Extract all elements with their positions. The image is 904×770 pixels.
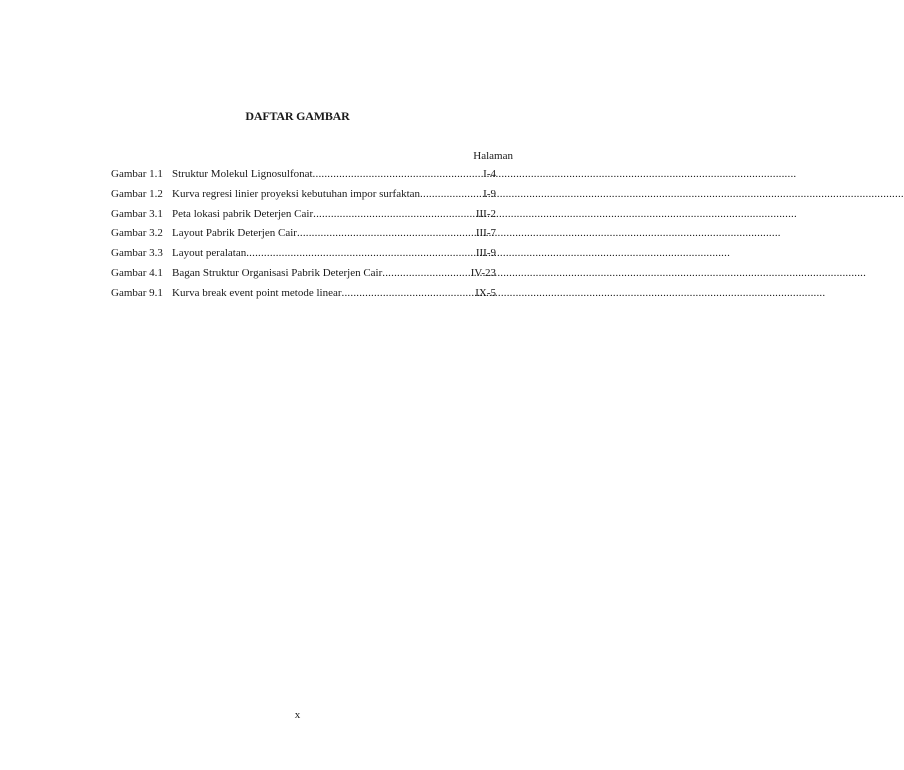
figure-label: Gambar 3.2 <box>111 227 163 240</box>
figure-caption: Layout Pabrik Deterjen Cair <box>172 227 297 240</box>
figure-label: Gambar 3.1 <box>111 207 163 220</box>
list-item <box>111 247 496 267</box>
figure-label: Gambar 4.1 <box>111 266 163 279</box>
dot-leader <box>420 188 452 200</box>
dot-leader <box>313 208 452 220</box>
figure-page-number: I-9 <box>483 187 496 200</box>
figure-label: Gambar 1.2 <box>111 187 163 200</box>
list-of-figures <box>111 168 496 307</box>
dot-leader <box>313 168 452 180</box>
list-item <box>111 188 496 208</box>
list-item <box>111 267 496 287</box>
figure-caption: Kurva regresi linier proyeksi kebutuhan impor surfaktan <box>172 187 421 200</box>
figure-page-number: IX-5 <box>475 286 496 299</box>
dot-leader <box>342 287 452 299</box>
page-column-header: Halaman <box>473 150 513 162</box>
list-item <box>111 287 496 307</box>
figure-page-number: III-9 <box>475 247 496 260</box>
dot-leader <box>382 267 452 279</box>
figure-caption: Struktur Molekul Lignosulfonat <box>172 168 313 180</box>
figure-label: Gambar 3.3 <box>111 247 163 260</box>
dot-leader <box>246 247 452 259</box>
figure-page-number: IV-23 <box>470 266 496 279</box>
dot-leader <box>297 227 452 239</box>
list-item <box>111 168 496 188</box>
figure-page-number: I-4 <box>483 168 496 180</box>
figure-page-number: III-7 <box>475 227 496 240</box>
figure-caption: Peta lokasi pabrik Deterjen Cair <box>172 207 314 220</box>
figure-label: Gambar 9.1 <box>111 286 163 299</box>
figure-label: Gambar 1.1 <box>111 168 163 180</box>
list-item <box>111 208 496 228</box>
figure-caption: Kurva break event point metode linear <box>172 286 342 299</box>
page-title: DAFTAR GAMBAR <box>245 109 350 123</box>
list-item <box>111 227 496 247</box>
figure-page-number: III-2 <box>475 207 496 220</box>
figure-caption: Bagan Struktur Organisasi Pabrik Deterjen Cair <box>172 266 383 279</box>
page-number: x <box>294 709 301 721</box>
figure-caption: Layout peralatan <box>172 247 247 260</box>
